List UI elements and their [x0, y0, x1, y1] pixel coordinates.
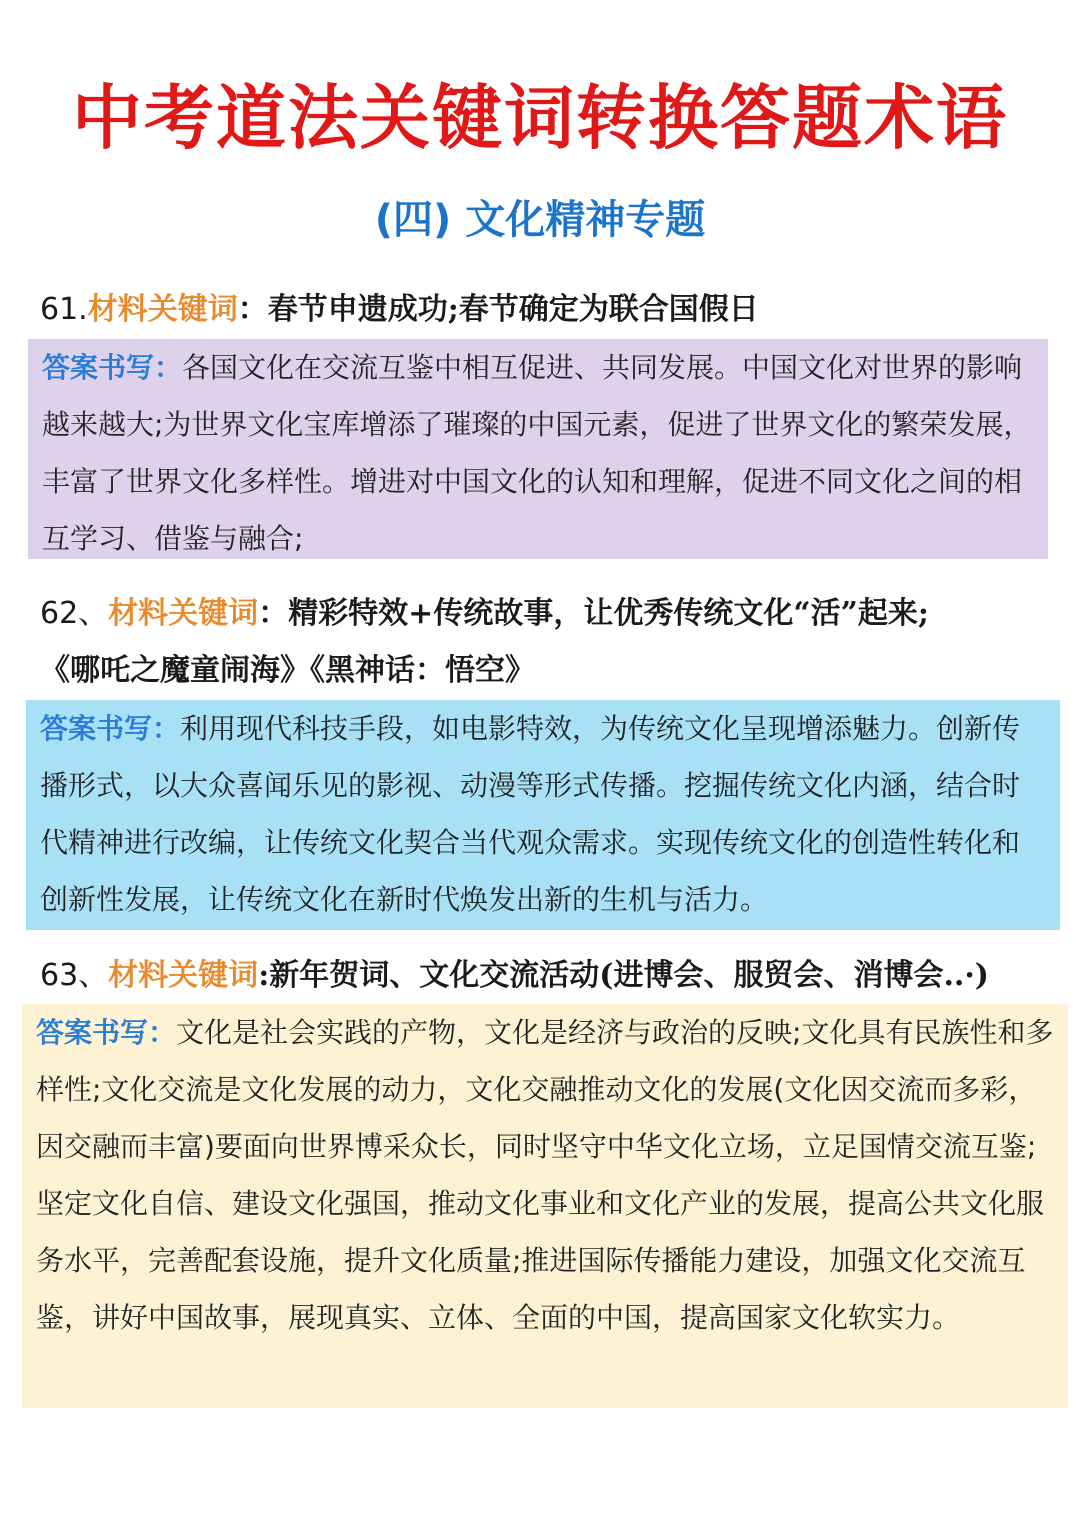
page-subtitle: (四) 文化精神专题	[374, 197, 706, 243]
keyword-separator: ：	[258, 596, 289, 631]
answer-text: 利用现代科技手段，如电影特效，为传统文化呈现增添魅力。创新传播形式，以大众喜闻乐见的影视、动漫等形式传播。挖掘传统文化内涵，结合时代精神进行改编，让传统文化契合当代观众需求。实现传统文化的创造性转化和创新性发展，让传统文化在新时代焕发出新的生机与活力。	[40, 712, 1021, 916]
keyword-label: 材料关键词	[108, 958, 259, 993]
keywords-text: 新年贺词、文化交流活动(进博会、服贸会、消博会..·)	[269, 958, 989, 993]
keyword-line-61	[40, 282, 1050, 338]
keyword-separator: :	[258, 958, 270, 993]
answer-box-62	[26, 700, 1060, 930]
answer-text: 文化是社会实践的产物，文化是经济与政治的反映;文化具有民族性和多样性;文化交流是文化发展的动力，文化交融推动文化的发展(文化因交流而多彩，因交融而丰富)要面向世界博采众长，同时坚守中华文化立场，立足国情交流互鉴;坚定文化自信、建设文化强国，推动文化事业和文化产业的发展，提高公共文化服务水平，完善配套设施，提升文化质量;推进国际传播能力建设，加强文化交流互鉴，讲好中国故事，展现真实、立体、全面的中国，提高国家文化软实力。	[36, 1016, 1054, 1334]
keyword-label: 材料关键词	[87, 292, 238, 327]
answer-label: 答案书写：	[42, 351, 183, 384]
keyword-line-63	[40, 948, 1050, 1004]
keyword-line-62	[40, 586, 1050, 642]
answer-box-61	[28, 339, 1048, 559]
answer-box-63	[22, 1004, 1068, 1408]
item-number: 61.	[40, 292, 88, 327]
answer-label: 答案书写：	[40, 712, 181, 745]
keyword-line-62-continued: 《哪吒之魔童闹海》《黑神话：悟空》	[40, 653, 535, 688]
answer-text: 各国文化在交流互鉴中相互促进、共同发展。中国文化对世界的影响越来越大;为世界文化宝库增添了璀璨的中国元素，促进了世界文化的繁荣发展，丰富了世界文化多样性。增进对中国文化的认知和理解，促进不同文化之间的相互学习、借鉴与融合;	[42, 351, 1032, 555]
keyword-separator: ：	[237, 292, 268, 327]
keywords-text: 精彩特效+传统故事，让优秀传统文化“活”起来;	[288, 596, 929, 631]
keyword-label: 材料关键词	[108, 596, 259, 631]
keywords-text: 春节申遗成功;春节确定为联合国假日	[267, 292, 759, 327]
item-number: 62、	[40, 596, 109, 631]
answer-label: 答案书写：	[36, 1016, 177, 1049]
page-title: 中考道法关键词转换答题术语	[72, 77, 1008, 159]
item-number: 63、	[40, 958, 109, 993]
